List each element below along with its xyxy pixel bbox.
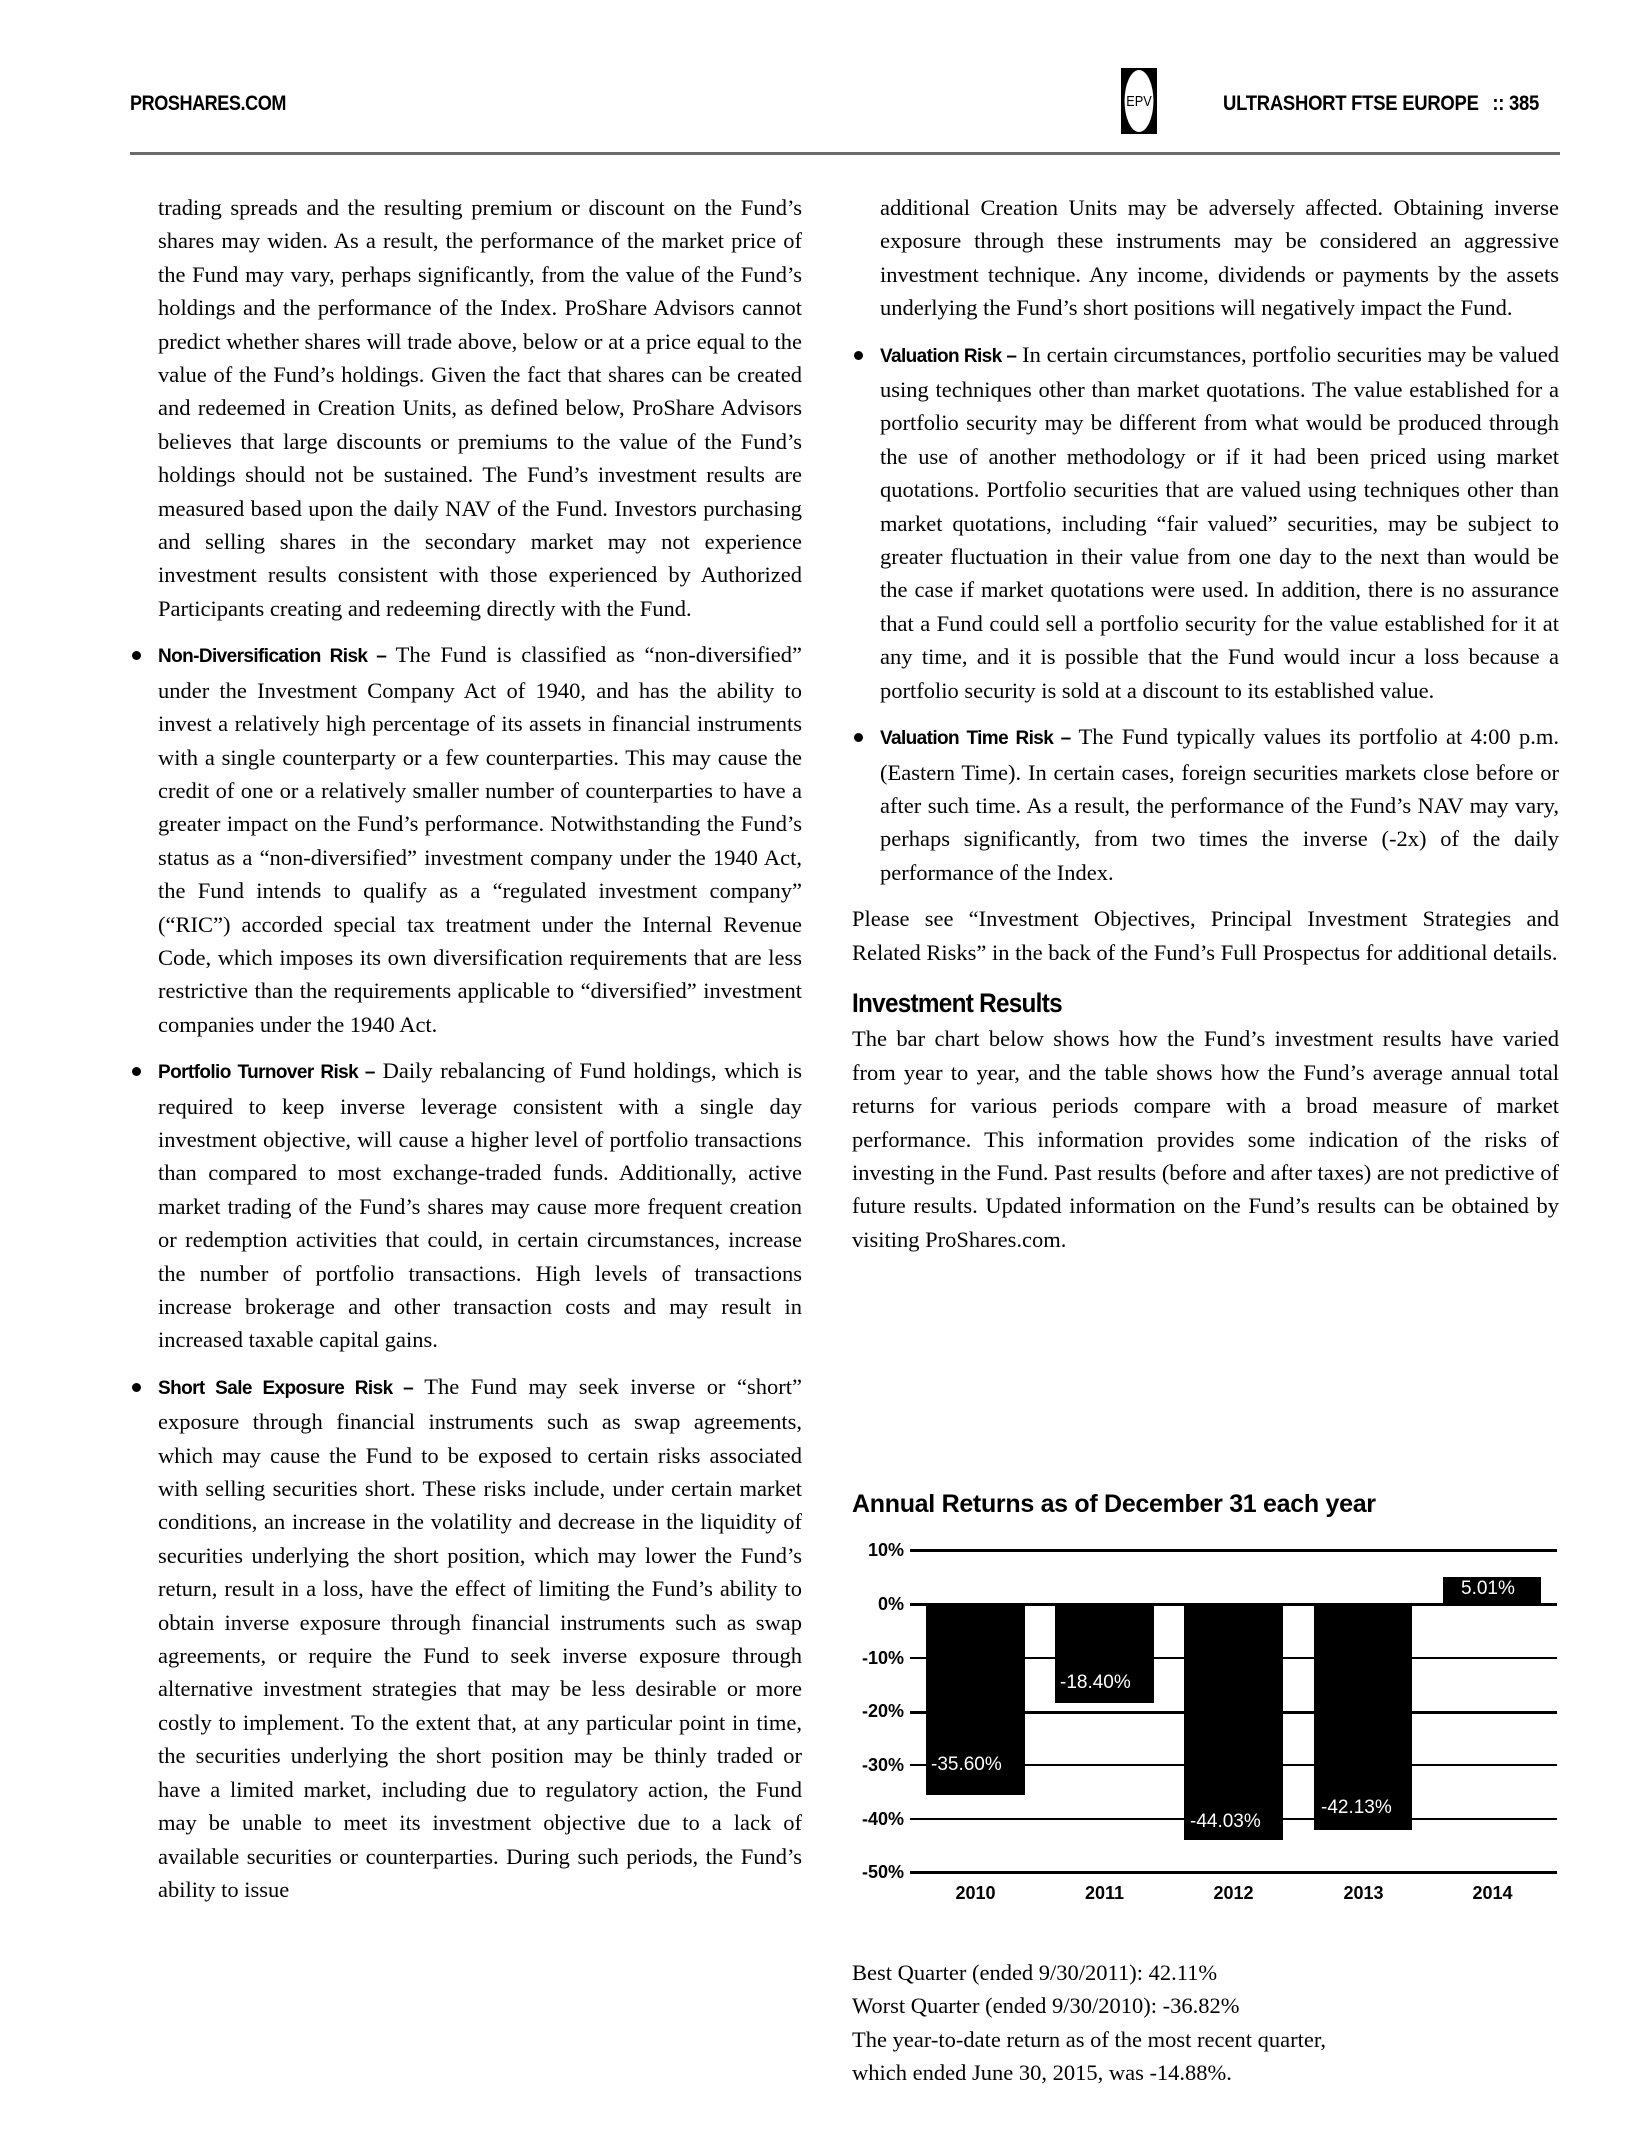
bar-2011 xyxy=(1055,1604,1154,1703)
fund-name: ULTRASHORT FTSE EUROPE xyxy=(1223,92,1479,115)
short-sale-continuation: additional Creation Units may be adversely affected. Obtaining inverse exposure through these instruments may be considered an aggressive investment technique. Any income, dividends or payments by the assets underlying the Fund’s short positions will negatively impact the Fund. xyxy=(880,195,1559,321)
right-column xyxy=(852,191,1559,1256)
risk-title: Short Sale Exposure Risk – xyxy=(158,1377,414,1399)
y-tick-label: -40% xyxy=(861,1809,904,1829)
risk-title: Valuation Risk – xyxy=(880,345,1017,367)
page-number: 385 xyxy=(1509,92,1540,115)
y-tick-label: -20% xyxy=(861,1701,904,1721)
section-heading: Investment Results xyxy=(852,987,1062,1018)
header-separator: :: xyxy=(1492,92,1505,115)
x-tick-label: 2011 xyxy=(1084,1883,1125,1903)
x-tick-label: 2013 xyxy=(1343,1883,1384,1903)
risk-item-non-diversification xyxy=(130,638,802,1041)
fund-ticker-logo xyxy=(1121,68,1157,134)
risk-title: Non-Diversification Risk – xyxy=(158,646,387,668)
bar-2010 xyxy=(926,1604,1025,1795)
ticker-label: EPV xyxy=(1125,70,1154,132)
annual-returns-chart xyxy=(852,1490,1562,1910)
bar-2013 xyxy=(1314,1604,1412,1830)
x-tick-label: 2014 xyxy=(1472,1883,1513,1903)
bar-2012 xyxy=(1184,1604,1283,1840)
risk-title: Valuation Time Risk – xyxy=(880,728,1071,750)
y-tick-label: -10% xyxy=(861,1648,904,1668)
bar-value-label: -35.60% xyxy=(931,1754,1002,1775)
risk-text: The Fund is classified as “non-diversified” under the Investment Company Act of 1940, and has the ability to invest a relatively high percentage of its assets in financial instruments with a single counterparty or a few counterparties. This may cause the credit of one or a relatively smaller number of counterparties to have a greater impact on the Fund’s performance. Notwithstanding the Fund’s status as a “non-diversified” investment company under the 1940 Act, the Fund intends to qualify as a “regulated investment company” (“RIC”) accorded special tax treatment under the Internal Revenue Code, which imposes its own diversification requirements that are less restrictive than the requirements applicable to “diversified” investment companies under the 1940 Act. xyxy=(158,642,802,1037)
risk-text: Daily rebalancing of Fund holdings, which is required to keep inverse leverage consistent with a single day investment objective, will cause a higher level of portfolio transactions than compared to most exchange-traded funds. Additionally, active market trading of the Fund’s shares may cause more frequent creation or redemption activities that could, in certain circumstances, increase the number of portfolio transactions. High levels of transactions increase brokerage and other transaction costs and may result in increased taxable capital gains. xyxy=(158,1058,802,1353)
risk-text: In certain circumstances, portfolio securities may be valued using techniques other than market quotations. The value established for a portfolio security may be different from what would be produced through the use of another methodology or if it had been priced using market quotations. Portfolio securities that are valued using techniques other than market quotations, including “fair valued” securities, may be subject to greater fluctuation in their value from one day to the next than would be the case if market quotations were used. In addition, there is no assurance that a Fund could sell a portfolio security for the value established for it at any time, and it is possible that the Fund would incur a loss because a portfolio security is sold at a discount to its established value. xyxy=(880,341,1560,703)
page-header-title xyxy=(1223,92,1539,116)
bar-value-label: -44.03% xyxy=(1190,1811,1261,1832)
ytd-return-line2: which ended June 30, 2015, was -14.88%. xyxy=(852,2060,1232,2086)
y-tick-label: -50% xyxy=(861,1862,904,1882)
best-quarter: Best Quarter (ended 9/30/2011): 42.11% xyxy=(852,1960,1218,1985)
left-column xyxy=(130,191,802,1906)
site-name: PROSHARES.COM xyxy=(130,92,286,115)
header-divider xyxy=(130,152,1560,155)
y-tick-label: 10% xyxy=(867,1540,904,1560)
bar-value-label: -18.40% xyxy=(1060,1672,1131,1693)
gridline-minus50 xyxy=(910,1871,1557,1874)
y-tick-label: -30% xyxy=(861,1755,904,1775)
risk-item-valuation xyxy=(852,338,1559,707)
risk-text: The Fund may seek inverse or “short” exposure through financial instruments such as swap agreements, which may cause the Fund to be exposed to certain risks associated with selling securities short. These risks include, under certain market conditions, an increase in the volatility and decrease in the liquidity of securities underlying the short position, which may lower the Fund’s return, result in a loss, have the effect of limiting the Fund’s ability to obtain inverse exposure through financial instruments such as swap agreements, or require the Fund to seek inverse exposure through alternative investment strategies that may be less desirable or more costly to implement. To the extent that, at any particular point in time, the securities underlying the short position may be thinly traded or have a limited market, including due to regulatory action, the Fund may be unable to meet its investment objective due to a lack of available securities or counterparties. During such periods, the Fund’s ability to issue xyxy=(158,1373,802,1902)
bar-value-label: -42.13% xyxy=(1321,1797,1392,1818)
risk-item-short-sale-exposure xyxy=(130,1370,802,1907)
see-also-paragraph: Please see “Investment Objectives, Principal Investment Strategies and Related Risks” in the back of the Fund’s Full Prospectus for additional details. xyxy=(852,906,1559,965)
x-tick-label: 2012 xyxy=(1213,1883,1254,1903)
bar-2014 xyxy=(1443,1577,1541,1604)
chart-notes xyxy=(852,1956,1326,2090)
risk-title: Portfolio Turnover Risk – xyxy=(158,1062,375,1084)
worst-quarter: Worst Quarter (ended 9/30/2010): -36.82% xyxy=(852,1993,1240,2019)
gridline-10 xyxy=(910,1549,1557,1552)
investment-results-paragraph: The bar chart below shows how the Fund’s investment results have varied from year to year, and the table shows how the Fund’s average annual total returns for various periods compare with a broad measure of market performance. This information provides some indication of the risks of investing in the Fund. Past results (before and after taxes) are not predictive of future results. Updated information on the Fund’s results can be obtained by visiting ProShares.com. xyxy=(852,1026,1559,1252)
risk-item-portfolio-turnover xyxy=(130,1054,802,1357)
intro-paragraph: trading spreads and the resulting premium or discount on the Fund’s shares may widen. As a result, the performance of the market price of the Fund may vary, perhaps significantly, from the value of the Fund’s holdings and the performance of the Index. ProShare Advisors cannot predict whether shares will trade above, below or at a price equal to the value of the Fund’s holdings. Given the fact that shares can be created and redeemed in Creation Units, as defined below, ProShare Advisors believes that large discounts or premiums to the value of the Fund’s holdings should not be sustained. The Fund’s investment results are measured based upon the daily NAV of the Fund. Investors purchasing and selling shares in the secondary market may not experience investment results consistent with those experienced by Authorized Participants creating and redeeming directly with the Fund. xyxy=(158,195,802,621)
bar-value-label: 5.01% xyxy=(1461,1578,1515,1599)
risk-item-valuation-time xyxy=(852,720,1559,889)
ytd-return-line1: The year-to-date return as of the most recent quarter, xyxy=(852,2026,1327,2052)
risk-text: The Fund typically values its portfolio at 4:00 p.m. (Eastern Time). In certain cases, foreign securities markets close before or after such time. As a result, the performance of the Fund’s NAV may vary, perhaps significantly, from two times the inverse (-2x) of the daily performance of the Index. xyxy=(880,724,1559,885)
y-tick-label: 0% xyxy=(877,1594,904,1614)
chart-title: Annual Returns as of December 31 each year xyxy=(852,1490,1376,1518)
x-tick-label: 2010 xyxy=(955,1883,996,1903)
